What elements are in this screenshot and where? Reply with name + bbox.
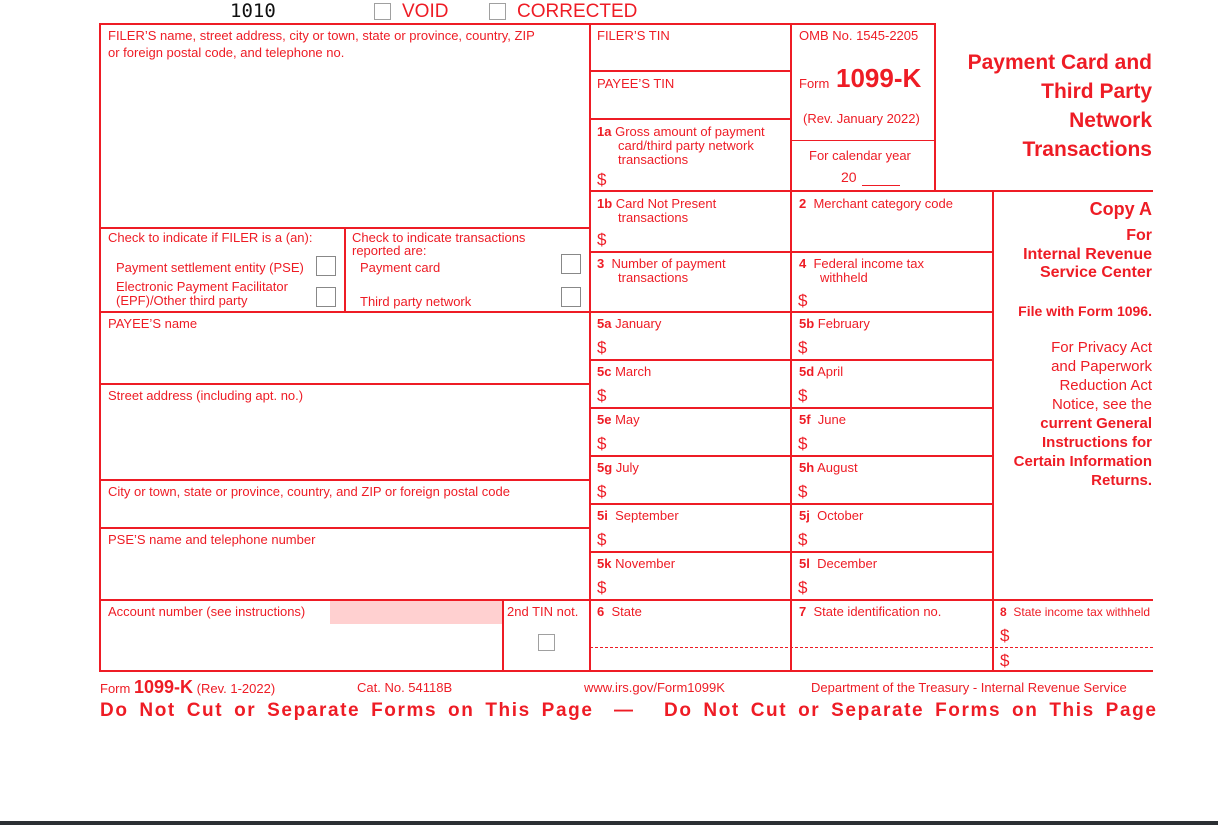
footer-rev: (Rev. 1-2022) bbox=[196, 681, 276, 696]
form-code: 1010 bbox=[230, 0, 276, 22]
box5l-text: December bbox=[817, 556, 878, 571]
box5e-dollar: $ bbox=[597, 434, 607, 453]
city-label: City or town, state or province, country, and ZIP or foreign postal code bbox=[108, 484, 510, 499]
filer-check-divider bbox=[344, 227, 346, 313]
instructions-line-2: Instructions for bbox=[1041, 434, 1152, 451]
box5g-bottom bbox=[589, 503, 993, 505]
pse-name-label: PSE’S name and telephone number bbox=[108, 532, 316, 547]
box5i-dollar: $ bbox=[597, 530, 607, 549]
privacy-line-1: For Privacy Act bbox=[1051, 339, 1152, 356]
file-with-label: File with Form 1096. bbox=[1018, 303, 1152, 319]
epf-checkbox[interactable] bbox=[316, 287, 336, 307]
box5j-text: October bbox=[817, 508, 864, 523]
box8-dollar-1: $ bbox=[1000, 626, 1010, 645]
box6-text: State bbox=[611, 604, 642, 619]
box5j-label bbox=[799, 509, 863, 523]
box3-label bbox=[597, 257, 726, 271]
box1b-num: 1b bbox=[597, 196, 613, 211]
box5c-num: 5c bbox=[597, 364, 612, 379]
form-title bbox=[940, 48, 1152, 164]
footer-form-word: Form bbox=[100, 681, 131, 696]
street-bottom bbox=[99, 479, 590, 481]
box1a-label-2: card/third party network bbox=[618, 138, 754, 153]
box5k-dollar: $ bbox=[597, 578, 607, 597]
irs-label-2: Service Center bbox=[1039, 264, 1152, 281]
do-not-cut-left: Do Not Cut or Separate Forms on This Page bbox=[100, 700, 594, 721]
box1b-label-2: transactions bbox=[618, 210, 689, 225]
calendar-year-input[interactable] bbox=[862, 185, 900, 186]
bottom-border bbox=[99, 670, 1153, 672]
box6-num: 6 bbox=[597, 604, 605, 619]
for-label: For bbox=[1126, 227, 1152, 244]
privacy-line-3: Reduction Act bbox=[1059, 377, 1152, 394]
title-line-2: Third Party bbox=[1041, 80, 1152, 103]
payee-tin-bottom bbox=[589, 118, 792, 120]
box5b-text: February bbox=[817, 316, 870, 331]
filer-tin-bottom bbox=[589, 70, 792, 72]
box8-dollar-2: $ bbox=[1000, 651, 1010, 670]
instructions-line-1: current General bbox=[1040, 415, 1152, 432]
website-label: www.irs.gov/Form1099K bbox=[584, 680, 725, 695]
cat-number: Cat. No. 54118B bbox=[357, 680, 453, 695]
box5j-num: 5j bbox=[799, 508, 810, 523]
box3-bottom bbox=[589, 311, 993, 313]
bottom-dark-bar bbox=[0, 821, 1218, 825]
box2-text: Merchant category code bbox=[813, 196, 953, 211]
box5g-dollar: $ bbox=[597, 482, 607, 501]
box3-num: 3 bbox=[597, 256, 605, 271]
pse-checkbox[interactable] bbox=[316, 256, 336, 276]
box5d-dollar: $ bbox=[798, 386, 808, 405]
tin2-checkbox[interactable] bbox=[538, 634, 555, 651]
privacy-line-2: and Paperwork bbox=[1051, 358, 1152, 375]
box5h-num: 5h bbox=[799, 460, 815, 475]
payee-name-input[interactable] bbox=[101, 333, 589, 381]
box1a-dollar: $ bbox=[597, 170, 607, 189]
calendar-year-label: For calendar year bbox=[809, 148, 911, 163]
box1a-bottom bbox=[589, 190, 993, 192]
txn-check-label-2: reported are: bbox=[352, 243, 427, 258]
street-input[interactable] bbox=[101, 405, 589, 477]
pse-label: Payment settlement entity (PSE) bbox=[116, 260, 304, 275]
box5l-num: 5l bbox=[799, 556, 810, 571]
box1b-bottom bbox=[589, 251, 993, 253]
box5i-label bbox=[597, 509, 679, 523]
box8-num: 8 bbox=[1000, 605, 1007, 619]
omb-right-border bbox=[934, 23, 936, 191]
filer-tin-label: FILER’S TIN bbox=[597, 28, 670, 43]
box5a-text: January bbox=[615, 316, 662, 331]
box4-dollar: $ bbox=[798, 291, 808, 310]
box5i-text: September bbox=[615, 508, 679, 523]
payment-card-label: Payment card bbox=[360, 260, 441, 275]
state-dashed-line-1 bbox=[590, 647, 1153, 648]
corrected-label: CORRECTED bbox=[517, 1, 638, 22]
third-party-checkbox[interactable] bbox=[561, 287, 581, 307]
box5a-num: 5a bbox=[597, 316, 612, 331]
box5d-label bbox=[799, 365, 843, 379]
filer-name-input[interactable] bbox=[101, 62, 589, 226]
third-party-label: Third party network bbox=[360, 294, 472, 309]
payee-name-label: PAYEE’S name bbox=[108, 316, 198, 331]
box5e-bottom bbox=[589, 455, 993, 457]
box7-num: 7 bbox=[799, 604, 807, 619]
box5b-dollar: $ bbox=[798, 338, 808, 357]
box5g-num: 5g bbox=[597, 460, 613, 475]
filer-name-label-2: or foreign postal code, and telephone no. bbox=[108, 45, 345, 60]
box5c-text: March bbox=[615, 364, 652, 379]
privacy-line-4: Notice, see the bbox=[1051, 396, 1152, 413]
street-label: Street address (including apt. no.) bbox=[108, 388, 304, 403]
box6-label bbox=[597, 605, 642, 619]
box5a-bottom bbox=[589, 359, 993, 361]
filer-name-label: FILER’S name, street address, city or town, state or province, country, ZIP bbox=[108, 28, 535, 43]
box1a-text-1: Gross amount of payment bbox=[615, 124, 765, 139]
box5h-dollar: $ bbox=[798, 482, 808, 501]
box5l-dollar: $ bbox=[798, 578, 808, 597]
box3-text-1: Number of payment bbox=[611, 256, 726, 271]
omb-divider-1 bbox=[790, 140, 936, 141]
payee-name-bottom bbox=[99, 383, 590, 385]
void-label: VOID bbox=[402, 1, 449, 22]
corrected-checkbox[interactable] bbox=[489, 3, 506, 20]
box4-label-2: withheld bbox=[820, 270, 868, 285]
department-label: Department of the Treasury - Internal Revenue Service bbox=[811, 680, 1127, 695]
box5f-dollar: $ bbox=[798, 434, 808, 453]
box1a-label bbox=[597, 125, 765, 139]
pse-name-input[interactable] bbox=[101, 549, 589, 597]
calendar-year-prefix: 20 bbox=[841, 169, 857, 185]
do-not-cut-right: Do Not Cut or Separate Forms on This Page bbox=[664, 700, 1158, 721]
title-line-3: Network bbox=[1069, 109, 1152, 132]
void-checkbox[interactable] bbox=[374, 3, 391, 20]
form-word: Form bbox=[799, 76, 830, 91]
filer-check-label: Check to indicate if FILER is a (an): bbox=[108, 230, 313, 245]
account-divider bbox=[502, 599, 504, 671]
box5a-label bbox=[597, 317, 661, 331]
instructions-line-4: Returns. bbox=[1091, 472, 1152, 489]
instructions-line-3: Certain Information bbox=[1013, 453, 1152, 470]
epf-label-2: (EPF)/Other third party bbox=[116, 293, 248, 308]
box5i-num: 5i bbox=[597, 508, 608, 523]
box4-text-1: Federal income tax bbox=[813, 256, 925, 271]
box5k-label bbox=[597, 557, 675, 571]
box5h-label bbox=[799, 461, 858, 475]
box5j-dollar: $ bbox=[798, 530, 808, 549]
tin2-label: 2nd TIN not. bbox=[507, 604, 579, 619]
box5k-text: November bbox=[615, 556, 676, 571]
box4-label bbox=[799, 257, 924, 271]
title-line-4: Transactions bbox=[1022, 138, 1152, 161]
payment-card-checkbox[interactable] bbox=[561, 254, 581, 274]
box5l-label bbox=[799, 557, 877, 571]
payee-tin-label: PAYEE’S TIN bbox=[597, 76, 675, 91]
footer-form-number: 1099-K bbox=[133, 677, 194, 697]
box5g-label bbox=[597, 461, 639, 475]
city-input[interactable] bbox=[101, 501, 589, 525]
box5g-text: July bbox=[615, 460, 639, 475]
box1a-label-3: transactions bbox=[618, 152, 689, 167]
box5f-label bbox=[799, 413, 846, 427]
box5e-text: May bbox=[615, 412, 640, 427]
col-divider-1 bbox=[589, 23, 591, 671]
box5h-text: August bbox=[817, 460, 858, 475]
box1b-label bbox=[597, 197, 716, 211]
box8-label bbox=[1000, 605, 1150, 619]
account-number-field[interactable] bbox=[330, 601, 502, 624]
box5a-dollar: $ bbox=[597, 338, 607, 357]
copy-a-panel bbox=[995, 198, 1152, 490]
box5b-num: 5b bbox=[799, 316, 815, 331]
rev-date: (Rev. January 2022) bbox=[803, 111, 920, 126]
footer-form bbox=[100, 677, 275, 698]
omb-number: OMB No. 1545-2205 bbox=[799, 28, 919, 43]
box5c-bottom bbox=[589, 407, 993, 409]
box5k-bottom bbox=[589, 599, 1153, 601]
box5d-text: April bbox=[817, 364, 844, 379]
filer-check-bottom bbox=[99, 311, 590, 313]
box5c-dollar: $ bbox=[597, 386, 607, 405]
box1b-text-1: Card Not Present bbox=[615, 196, 717, 211]
box5c-label bbox=[597, 365, 651, 379]
box3-label-2: transactions bbox=[618, 270, 689, 285]
box5d-num: 5d bbox=[799, 364, 815, 379]
do-not-cut-dash: — bbox=[614, 700, 633, 721]
box5k-num: 5k bbox=[597, 556, 612, 571]
account-label: Account number (see instructions) bbox=[108, 604, 306, 619]
box7-label bbox=[799, 605, 941, 619]
box2-label bbox=[799, 197, 953, 211]
col-divider-2 bbox=[790, 23, 792, 671]
box5f-num: 5f bbox=[799, 412, 811, 427]
epf-label-1: Electronic Payment Facilitator bbox=[116, 279, 288, 294]
title-line-1: Payment Card and bbox=[967, 51, 1152, 74]
irs-label-1: Internal Revenue bbox=[1023, 246, 1152, 263]
box1a-num: 1a bbox=[597, 124, 612, 139]
box8-text: State income tax withheld bbox=[1013, 605, 1151, 619]
txn-check-label-1: Check to indicate transactions bbox=[352, 230, 526, 245]
copy-a-label: Copy A bbox=[1089, 199, 1152, 219]
top-border bbox=[99, 23, 936, 25]
box5e-label bbox=[597, 413, 640, 427]
city-bottom bbox=[99, 527, 590, 529]
box5e-num: 5e bbox=[597, 412, 612, 427]
form-number: 1099-K bbox=[836, 63, 922, 93]
box5i-bottom bbox=[589, 551, 993, 553]
box5b-label bbox=[799, 317, 870, 331]
box5f-text: June bbox=[817, 412, 846, 427]
box1b-dollar: $ bbox=[597, 230, 607, 249]
box7-text: State identification no. bbox=[813, 604, 942, 619]
box2-num: 2 bbox=[799, 196, 807, 211]
box4-num: 4 bbox=[799, 256, 807, 271]
